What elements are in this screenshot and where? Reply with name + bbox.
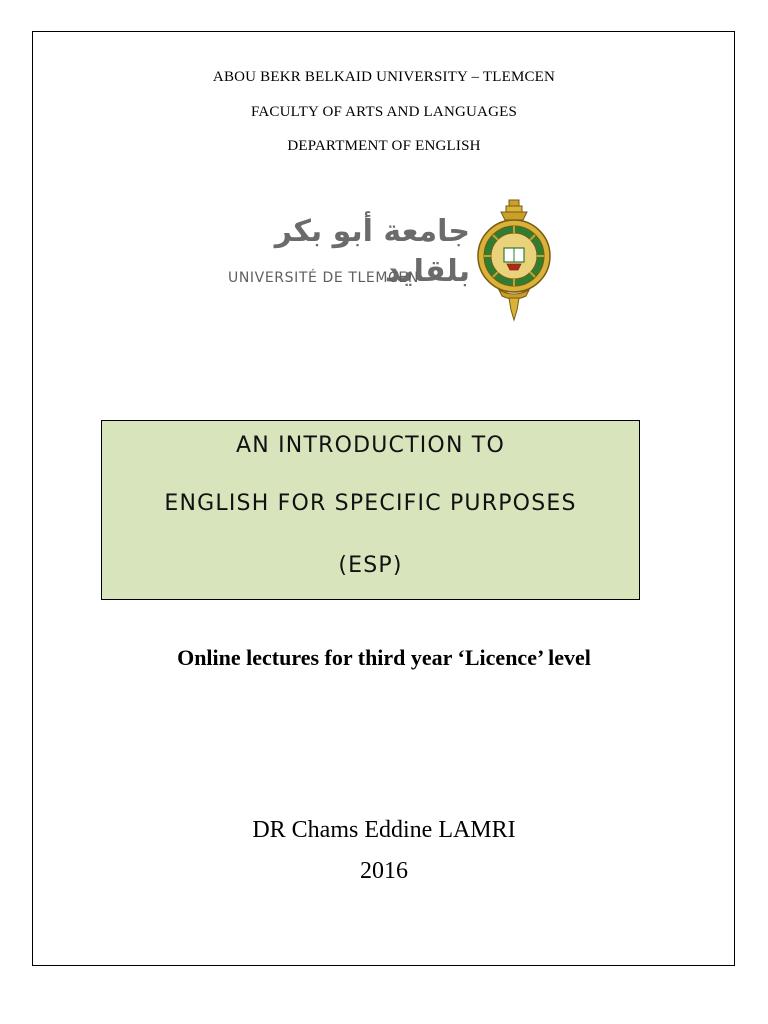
document-subtitle: Online lectures for third year ‘Licence’ level: [177, 645, 591, 670]
title-line-3: (ESP): [338, 553, 403, 578]
logo-arabic-name: جامعة أبو بكر بلقايد: [274, 214, 470, 289]
university-seal-icon: [471, 198, 557, 323]
university-name: ABOU BEKR BELKAID UNIVERSITY – TLEMCEN: [212, 69, 556, 85]
title-box: [101, 420, 640, 600]
title-line-1: AN INTRODUCTION TO: [236, 433, 505, 458]
department-name: DEPARTMENT OF ENGLISH: [287, 138, 481, 154]
publication-year: 2016: [360, 858, 408, 884]
university-logo: [218, 198, 558, 323]
title-line-2: ENGLISH FOR SPECIFIC PURPOSES: [164, 491, 577, 516]
author-name: DR Chams Eddine LAMRI: [252, 817, 516, 843]
logo-latin-name: UNIVERSITÉ DE TLEMCEN: [228, 270, 419, 286]
faculty-name: FACULTY OF ARTS AND LANGUAGES: [250, 104, 518, 120]
